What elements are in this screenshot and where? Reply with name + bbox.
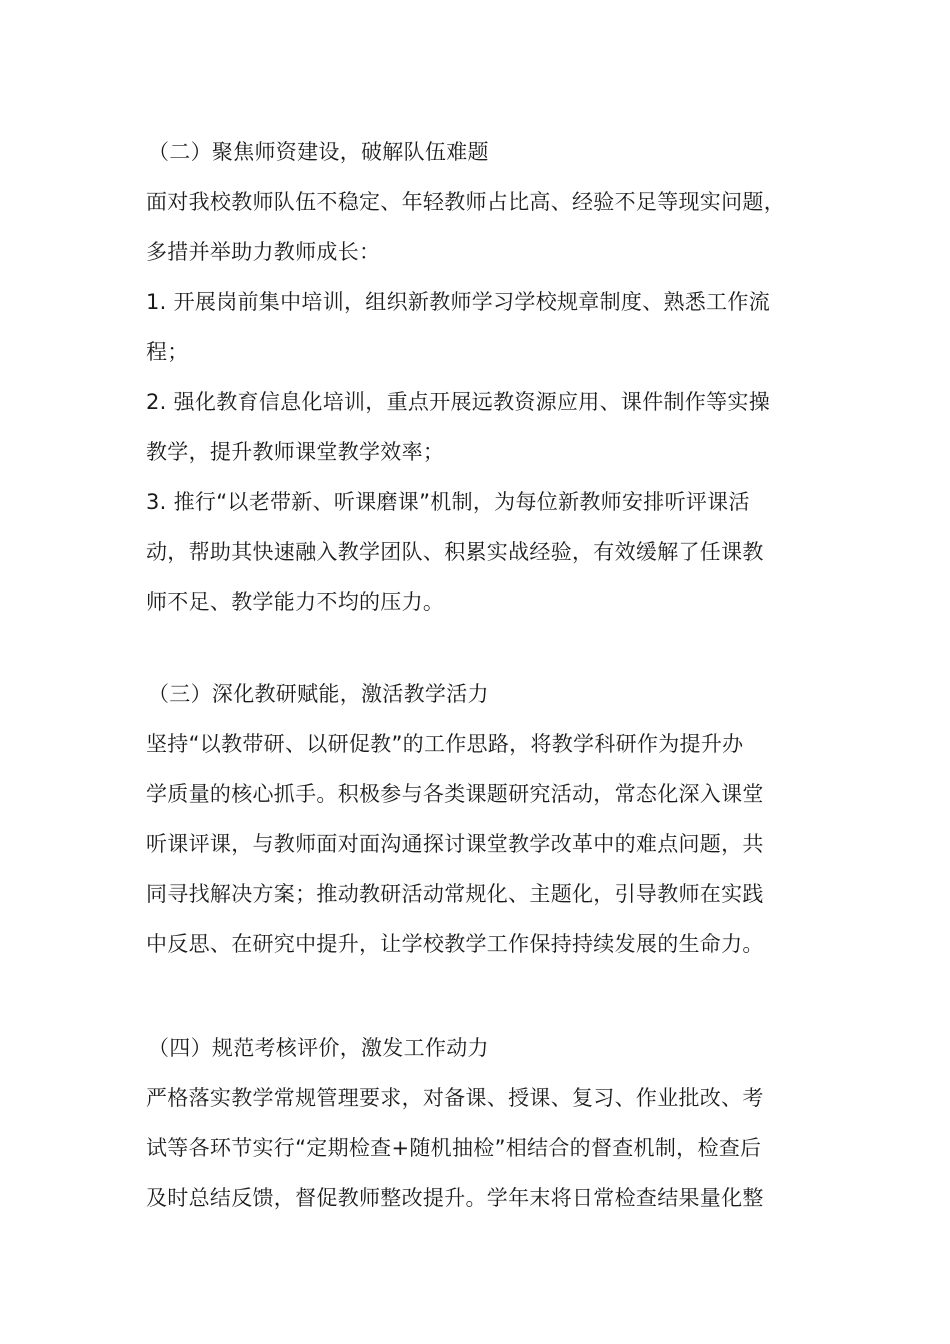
list-item-line: 动，帮助其快速融入教学团队、积累实战经验，有效缓解了任课教 bbox=[146, 540, 764, 564]
section-heading: （二）聚焦师资建设，破解队伍难题 bbox=[148, 140, 489, 164]
paragraph-line: 坚持“以教带研、以研促教”的工作思路，将教学科研作为提升办 bbox=[146, 732, 744, 756]
section-heading: （三）深化教研赋能，激活教学活力 bbox=[148, 682, 489, 706]
section-teacher-development bbox=[146, 127, 836, 627]
section-teaching-research bbox=[146, 669, 836, 969]
paragraph-line: 面对我校教师队伍不稳定、年轻教师占比高、经验不足等现实问题， bbox=[146, 190, 785, 214]
list-item-line: 师不足、教学能力不均的压力。 bbox=[146, 590, 445, 614]
paragraph-line: 中反思、在研究中提升，让学校教学工作保持持续发展的生命力。 bbox=[146, 932, 764, 956]
paragraph-line: 多措并举助力教师成长： bbox=[146, 240, 381, 264]
paragraph-line: 试等各环节实行“定期检查+随机抽检”相结合的督查机制，检查后 bbox=[146, 1136, 762, 1160]
paragraph-line: 听课评课，与教师面对面沟通探讨课堂教学改革中的难点问题，共 bbox=[146, 832, 764, 856]
paragraph-line: 同寻找解决方案；推动教研活动常规化、主题化，引导教师在实践 bbox=[146, 882, 764, 906]
paragraph-line: 及时总结反馈，督促教师整改提升。学年末将日常检查结果量化整 bbox=[146, 1186, 764, 1210]
paragraph-line: 学质量的核心抓手。积极参与各类课题研究活动，常态化深入课堂 bbox=[146, 782, 764, 806]
section-assessment bbox=[146, 1023, 836, 1223]
list-item-line: 3. 推行“以老带新、听课磨课”机制，为每位新教师安排听评课活 bbox=[146, 490, 750, 514]
section-heading: （四）规范考核评价，激发工作动力 bbox=[148, 1036, 489, 1060]
list-item-line: 1. 开展岗前集中培训，组织新教师学习学校规章制度、熟悉工作流 bbox=[146, 290, 771, 314]
paragraph-line: 严格落实教学常规管理要求，对备课、授课、复习、作业批改、考 bbox=[146, 1086, 764, 1110]
list-item-line: 2. 强化教育信息化培训，重点开展远教资源应用、课件制作等实操 bbox=[146, 390, 771, 414]
list-item-line: 程； bbox=[146, 340, 189, 364]
list-item-line: 教学，提升教师课堂教学效率； bbox=[146, 440, 445, 464]
